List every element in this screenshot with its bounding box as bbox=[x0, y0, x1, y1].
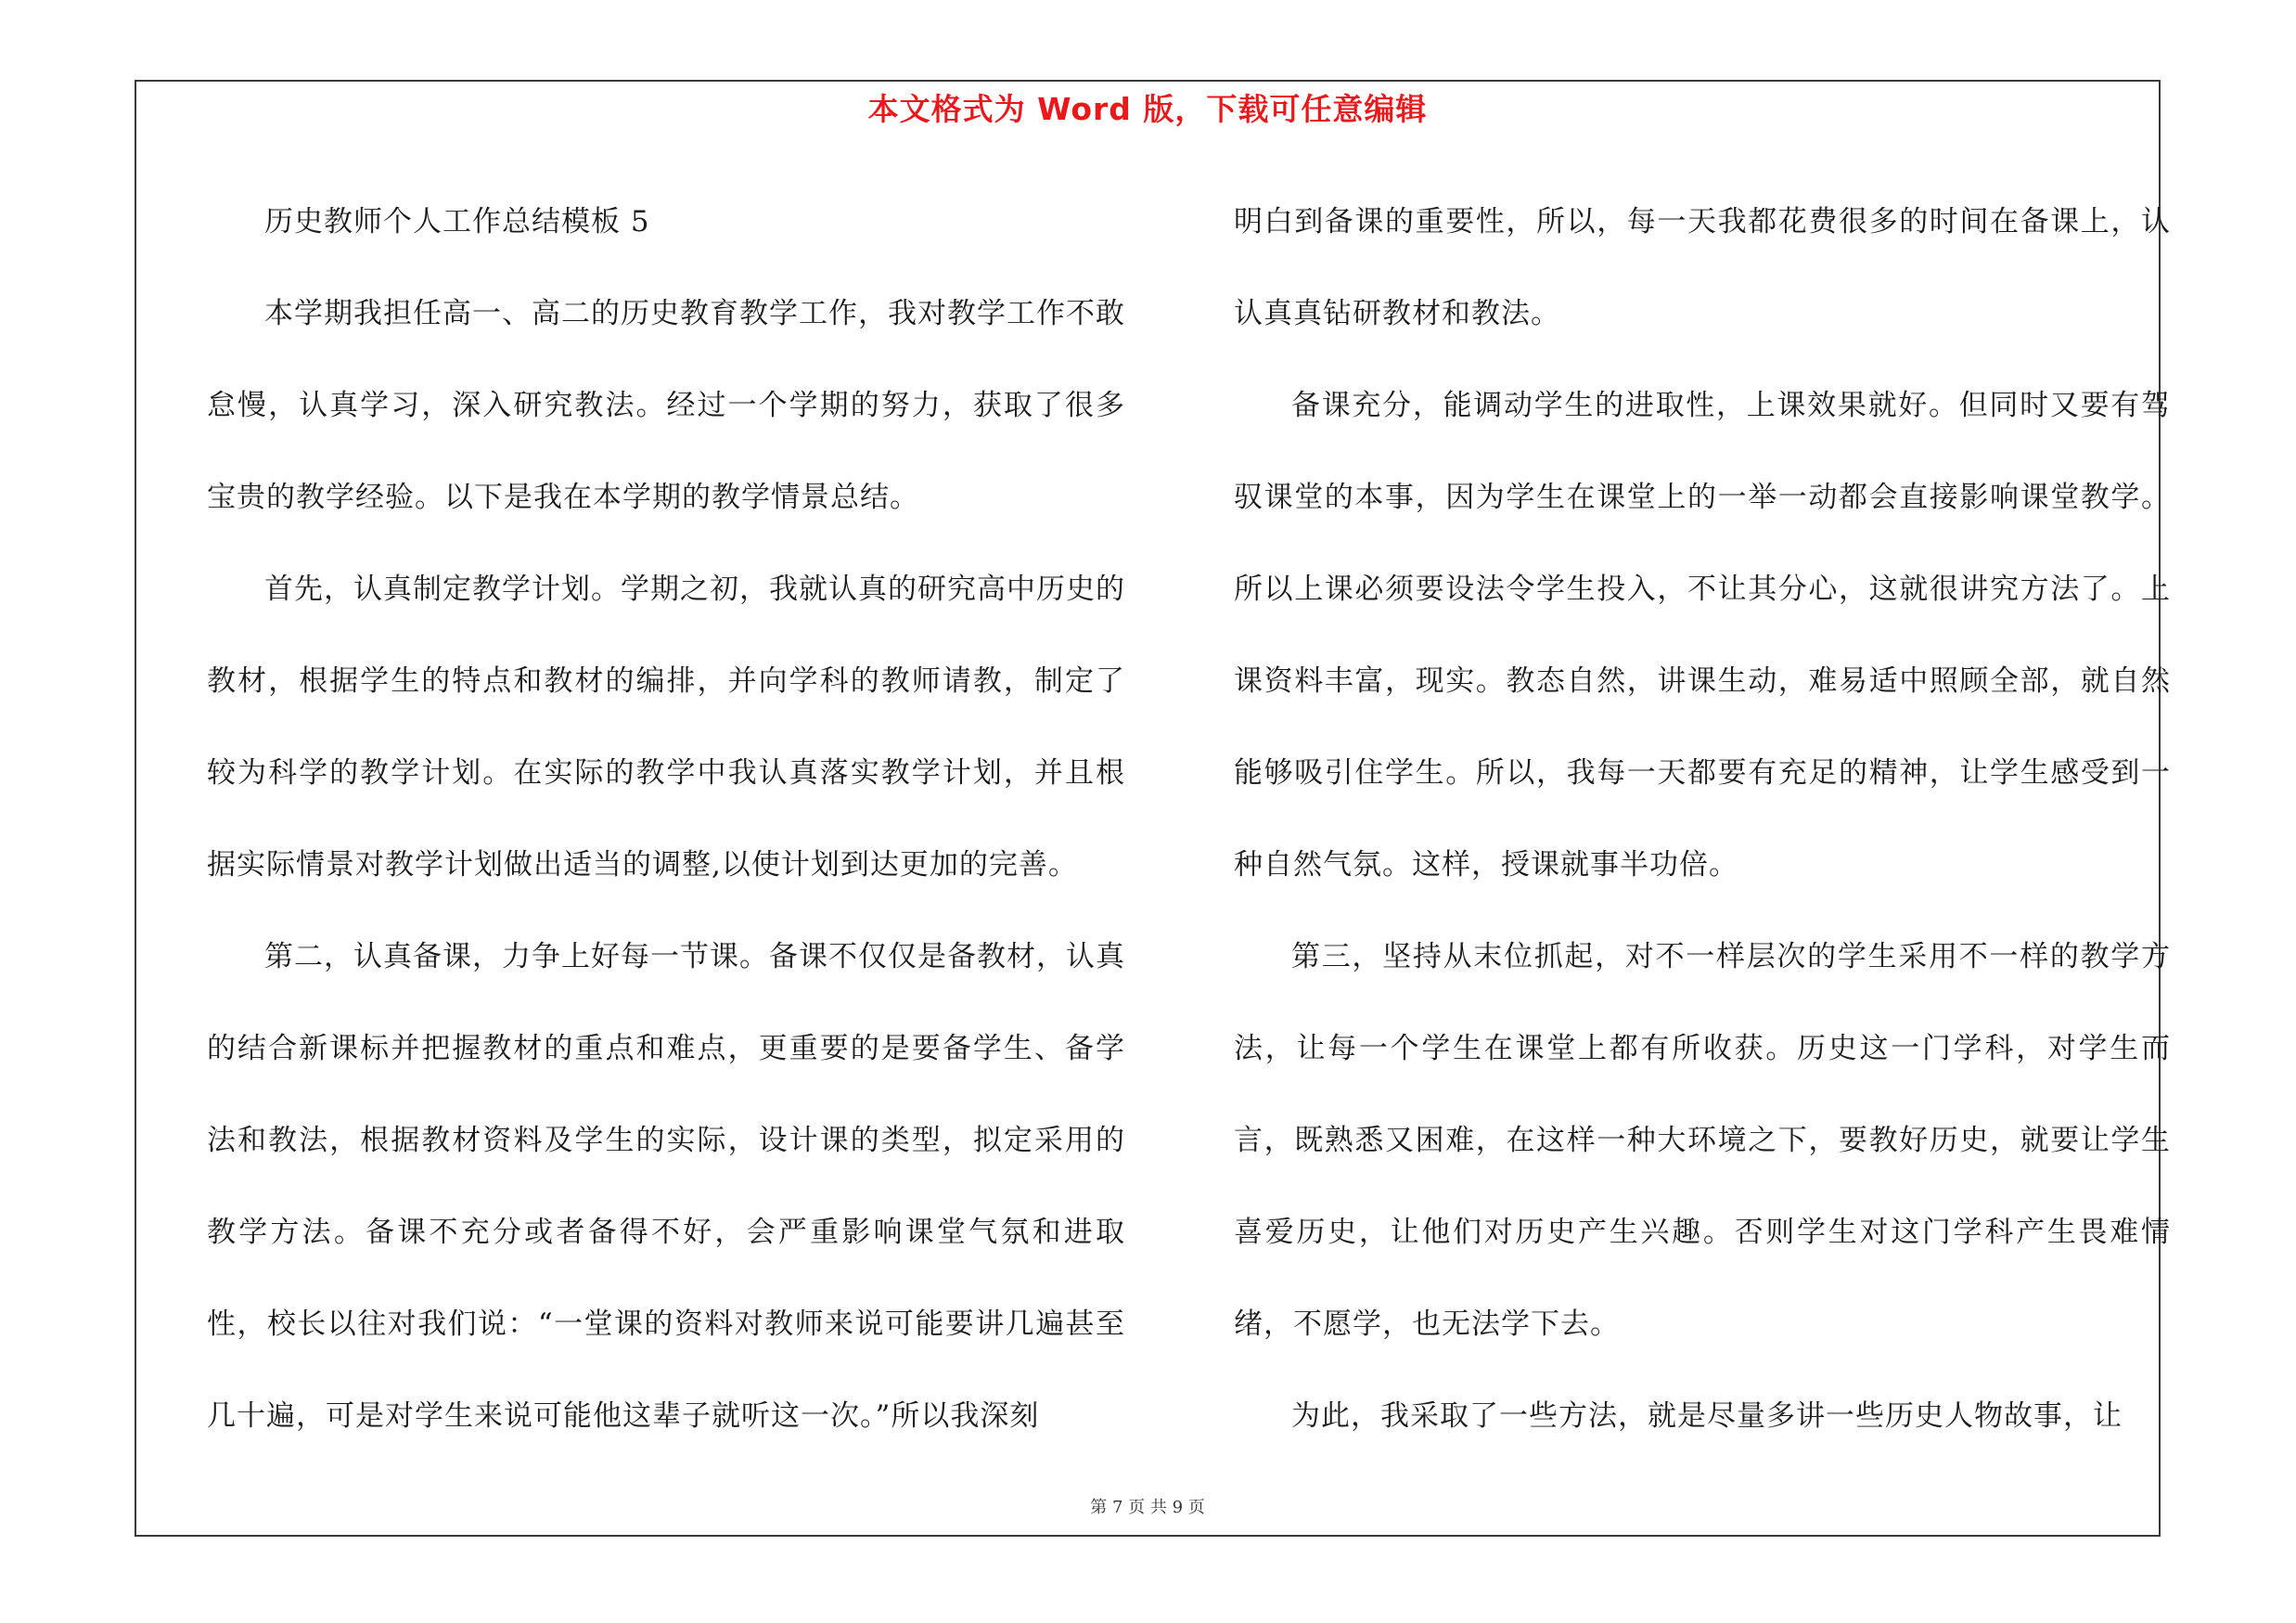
word-format-banner: 本文格式为 Word 版，下载可任意编辑 bbox=[867, 91, 1428, 127]
paragraph-third: 第三，坚持从末位抓起，对不一样层次的学生采用不一样的教学方法，让每一个学生在课堂上都有所收获。历史这一门学科，对学生而言，既熟悉又困难，在这样一种大环境之下，要教好历史，就要让学生喜爱历史，让他们对历史产生兴趣。否则学生对这门学科产生畏难情绪，不愿学，也无法学下去。 bbox=[1234, 940, 2171, 1341]
paragraph-preparation: 备课充分，能调动学生的进取性，上课效果就好。但同时又要有驾驭课堂的本事，因为学生在课堂上的一举一动都会直接影响课堂教学。所以上课必须要设法令学生投入，不让其分心，这就很讲究方法了。上课资料丰富，现实。教态自然，讲课生动，难易适中照顾全部，就自然能够吸引住学生。所以，我每一天都要有充足的精神，让学生感受到一种自然气氛。这样，授课就事半功倍。 bbox=[1234, 389, 2171, 882]
paragraph-continuation: 明白到备课的重要性，所以，每一天我都花费很多的时间在备课上，认认真真钻研教材和教法。 bbox=[1234, 205, 2171, 330]
paragraph-second: 第二，认真备课，力争上好每一节课。备课不仅仅是备教材，认真的结合新课标并把握教材的重点和难点，更重要的是要备学生、备学法和教法，根据教材资料及学生的实际，设计课的类型，拟定采用的教学方法。备课不充分或者备得不好，会严重影响课堂气氛和进取性，校长以往对我们说：“一堂课的资料对教师来说可能要讲几遍甚至几十遍，可是对学生来说可能他这辈子就听这一次。”所以我深刻 bbox=[207, 940, 1125, 1433]
paragraph-intro: 本学期我担任高一、高二的历史教育教学工作，我对教学工作不敢怠慢，认真学习，深入研究教法。经过一个学期的努力，获取了很多宝贵的教学经验。以下是我在本学期的教学情景总结。 bbox=[207, 297, 1125, 514]
left-column bbox=[207, 176, 1125, 1462]
paragraph-first: 首先，认真制定教学计划。学期之初，我就认真的研究高中历史的教材，根据学生的特点和教材的编排，并向学科的教师请教，制定了较为科学的教学计划。在实际的教学中我认真落实教学计划，并且根据实际情景对教学计划做出适当的调整,以使计划到达更加的完善。 bbox=[207, 573, 1125, 882]
document-title: 历史教师个人工作总结模板 5 bbox=[264, 205, 650, 238]
page-number-footer: 第 7 页 共 9 页 bbox=[1090, 1498, 1205, 1517]
paragraph-methods: 为此，我采取了一些方法，就是尽量多讲一些历史人物故事，让 bbox=[1291, 1399, 2123, 1433]
right-column bbox=[1234, 176, 2171, 1462]
